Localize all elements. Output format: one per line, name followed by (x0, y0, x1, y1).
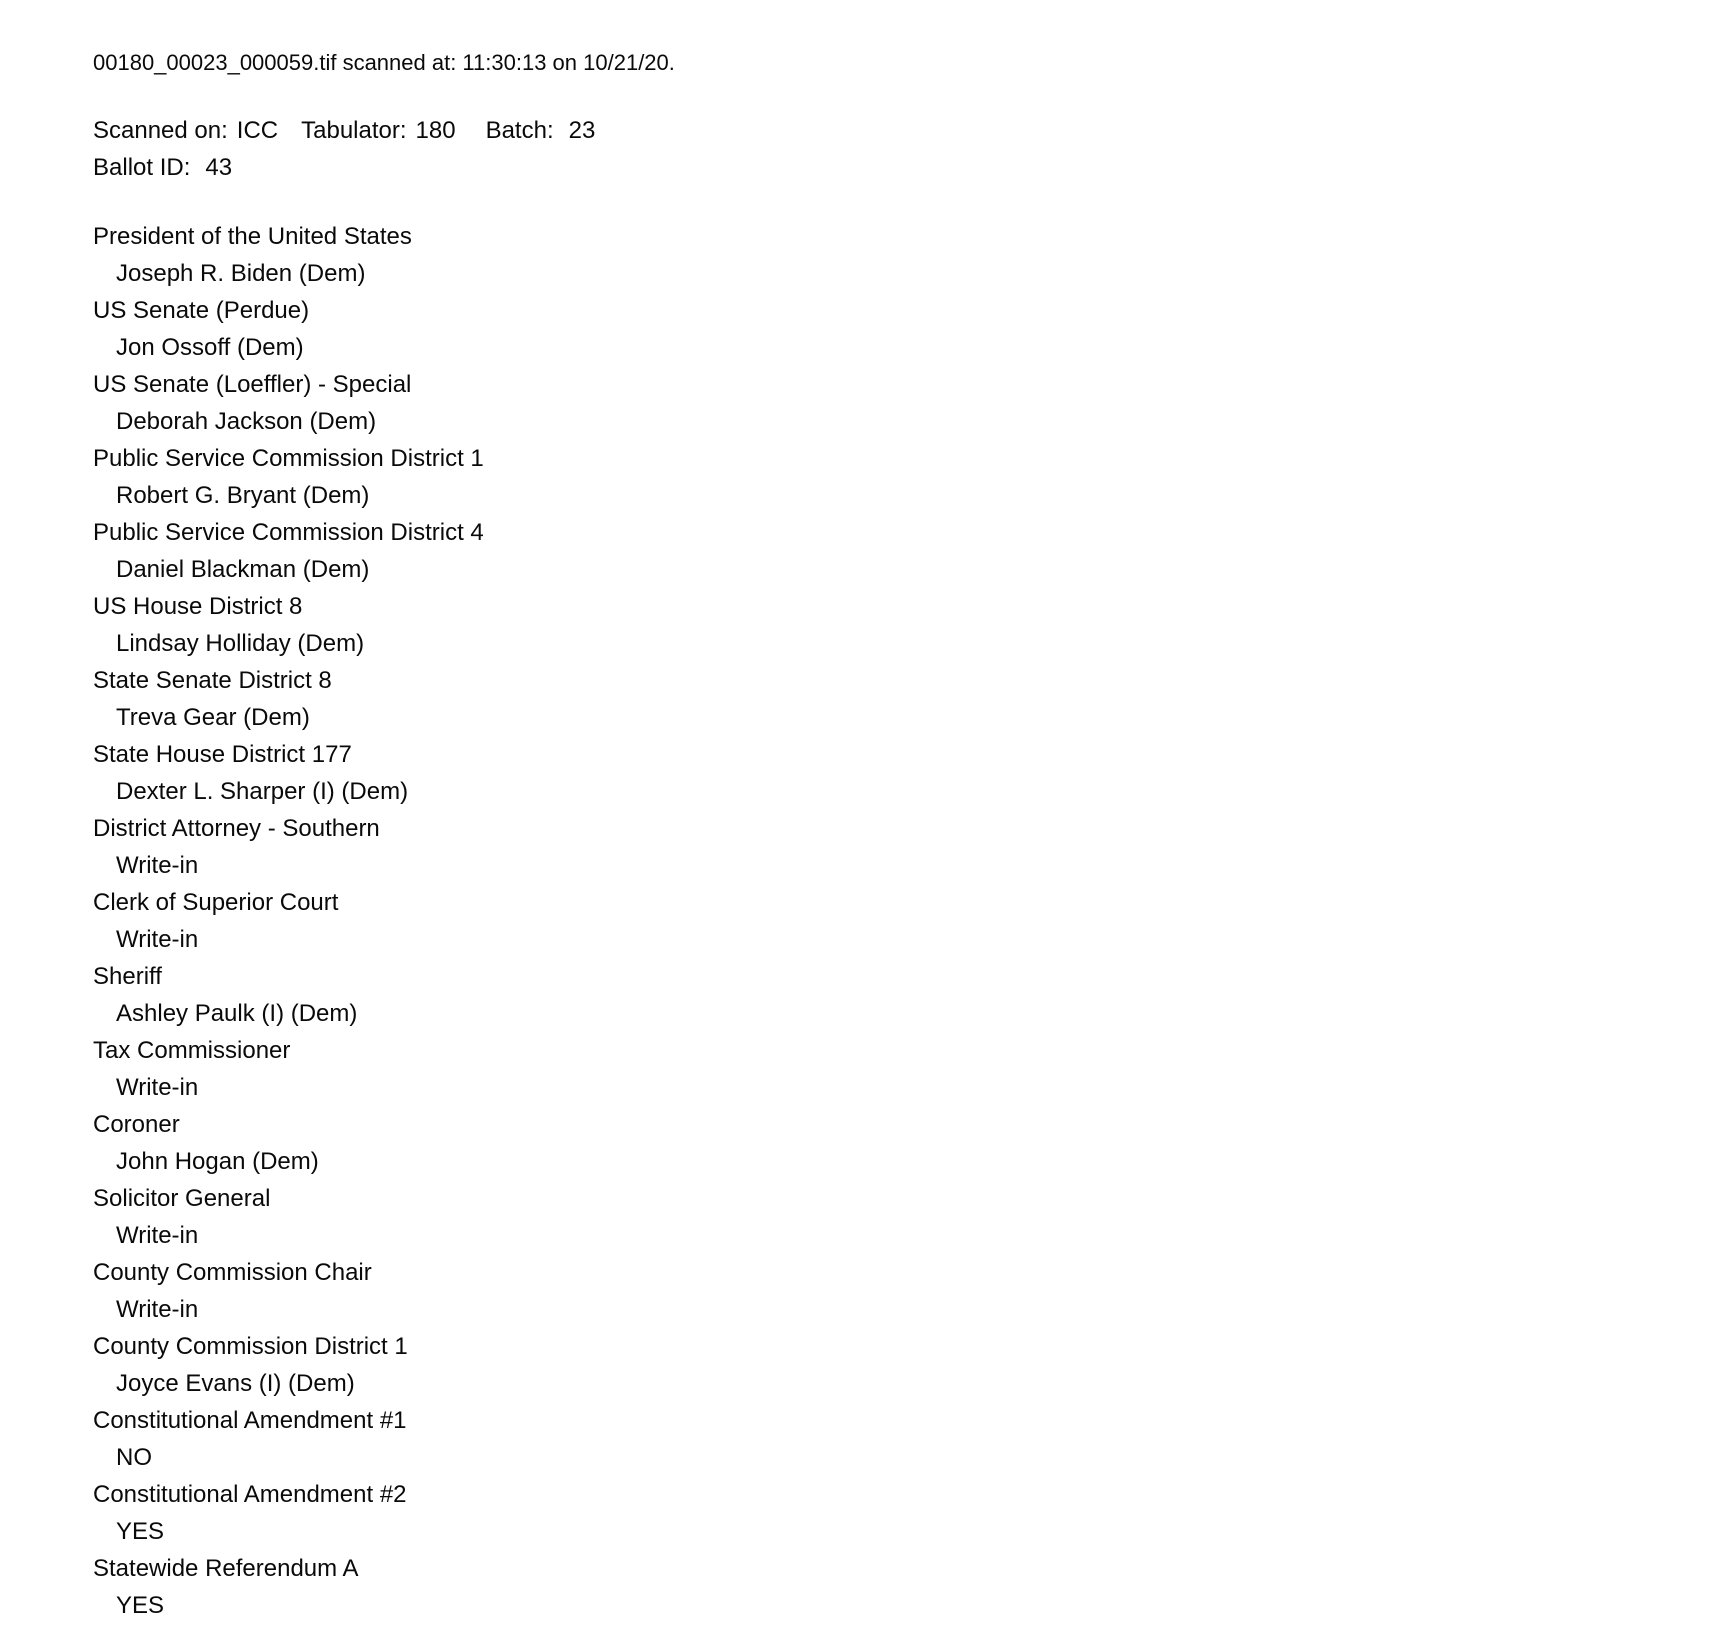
contest-title: Public Service Commission District 1 (93, 445, 484, 472)
contest-title: Sheriff (93, 963, 162, 990)
contest-selection: YES (116, 1518, 165, 1545)
contest-row (93, 440, 1669, 514)
contest-row (93, 1328, 1669, 1402)
contest-row (93, 292, 1669, 366)
contest-selection: YES (116, 1592, 165, 1619)
contest-title: Constitutional Amendment #1 (93, 1407, 407, 1434)
contest-row (93, 736, 1669, 810)
contest-selection: Joseph R. Biden (Dem) (116, 260, 366, 287)
contest-selection: Deborah Jackson (Dem) (116, 408, 377, 435)
ballot-id-line (93, 149, 1669, 186)
contest-title: Coroner (93, 1111, 180, 1138)
contest-results-list (93, 218, 1669, 1624)
contest-selection: Daniel Blackman (Dem) (116, 556, 370, 583)
contest-title: Public Service Commission District 4 (93, 519, 484, 546)
contest-title: Constitutional Amendment #2 (93, 1481, 407, 1508)
scan-filename-header: 00180_00023_000059.tif scanned at: 11:30:13 on 10/21/20. (93, 50, 675, 75)
contest-title: Clerk of Superior Court (93, 889, 339, 916)
contest-title: District Attorney - Southern (93, 815, 380, 842)
batch-label: Batch: (485, 117, 554, 144)
contest-title: US Senate (Perdue) (93, 297, 310, 324)
contest-selection: Lindsay Holliday (Dem) (116, 630, 365, 657)
contest-row (93, 1476, 1669, 1550)
tabulator-value: 180 (415, 117, 456, 144)
contest-title: State House District 177 (93, 741, 352, 768)
contest-title: County Commission District 1 (93, 1333, 408, 1360)
contest-selection: Write-in (116, 1222, 199, 1249)
contest-selection: Joyce Evans (I) (Dem) (116, 1370, 355, 1397)
ballot-id-label: Ballot ID: (93, 154, 191, 181)
contest-row (93, 366, 1669, 440)
scanned-on-value: ICC (236, 117, 279, 144)
contest-selection: Write-in (116, 1296, 199, 1323)
contest-row (93, 1402, 1669, 1476)
contest-row (93, 1254, 1669, 1328)
contest-title: Statewide Referendum A (93, 1555, 359, 1582)
contest-selection: NO (116, 1444, 152, 1471)
contest-row (93, 218, 1669, 292)
contest-title: President of the United States (93, 223, 412, 250)
contest-row (93, 514, 1669, 588)
contest-selection: Jon Ossoff (Dem) (116, 334, 304, 361)
contest-row (93, 662, 1669, 736)
contest-title: US House District 8 (93, 593, 303, 620)
contest-row (93, 1032, 1669, 1106)
contest-selection: Treva Gear (Dem) (116, 704, 310, 731)
contest-row (93, 1106, 1669, 1180)
contest-selection: Write-in (116, 1074, 199, 1101)
contest-selection: Dexter L. Sharper (I) (Dem) (116, 778, 409, 805)
contest-row (93, 1550, 1669, 1624)
scanned-on-label: Scanned on: (93, 117, 228, 144)
contest-title: County Commission Chair (93, 1259, 372, 1286)
contest-row (93, 884, 1669, 958)
contest-title: Solicitor General (93, 1185, 271, 1212)
contest-row (93, 1180, 1669, 1254)
contest-title: Tax Commissioner (93, 1037, 291, 1064)
contest-selection: Ashley Paulk (I) (Dem) (116, 1000, 358, 1027)
ballot-id-value: 43 (205, 154, 233, 181)
scan-info-block (93, 112, 1669, 186)
tabulator-label: Tabulator: (301, 117, 407, 144)
contest-selection: John Hogan (Dem) (116, 1148, 319, 1175)
contest-selection: Robert G. Bryant (Dem) (116, 482, 370, 509)
contest-row (93, 810, 1669, 884)
contest-title: State Senate District 8 (93, 667, 332, 694)
contest-selection: Write-in (116, 852, 199, 879)
scan-info-line (93, 112, 1669, 149)
contest-row (93, 958, 1669, 1032)
contest-row (93, 588, 1669, 662)
contest-selection: Write-in (116, 926, 199, 953)
contest-title: US Senate (Loeffler) - Special (93, 371, 412, 398)
batch-value: 23 (568, 117, 596, 144)
